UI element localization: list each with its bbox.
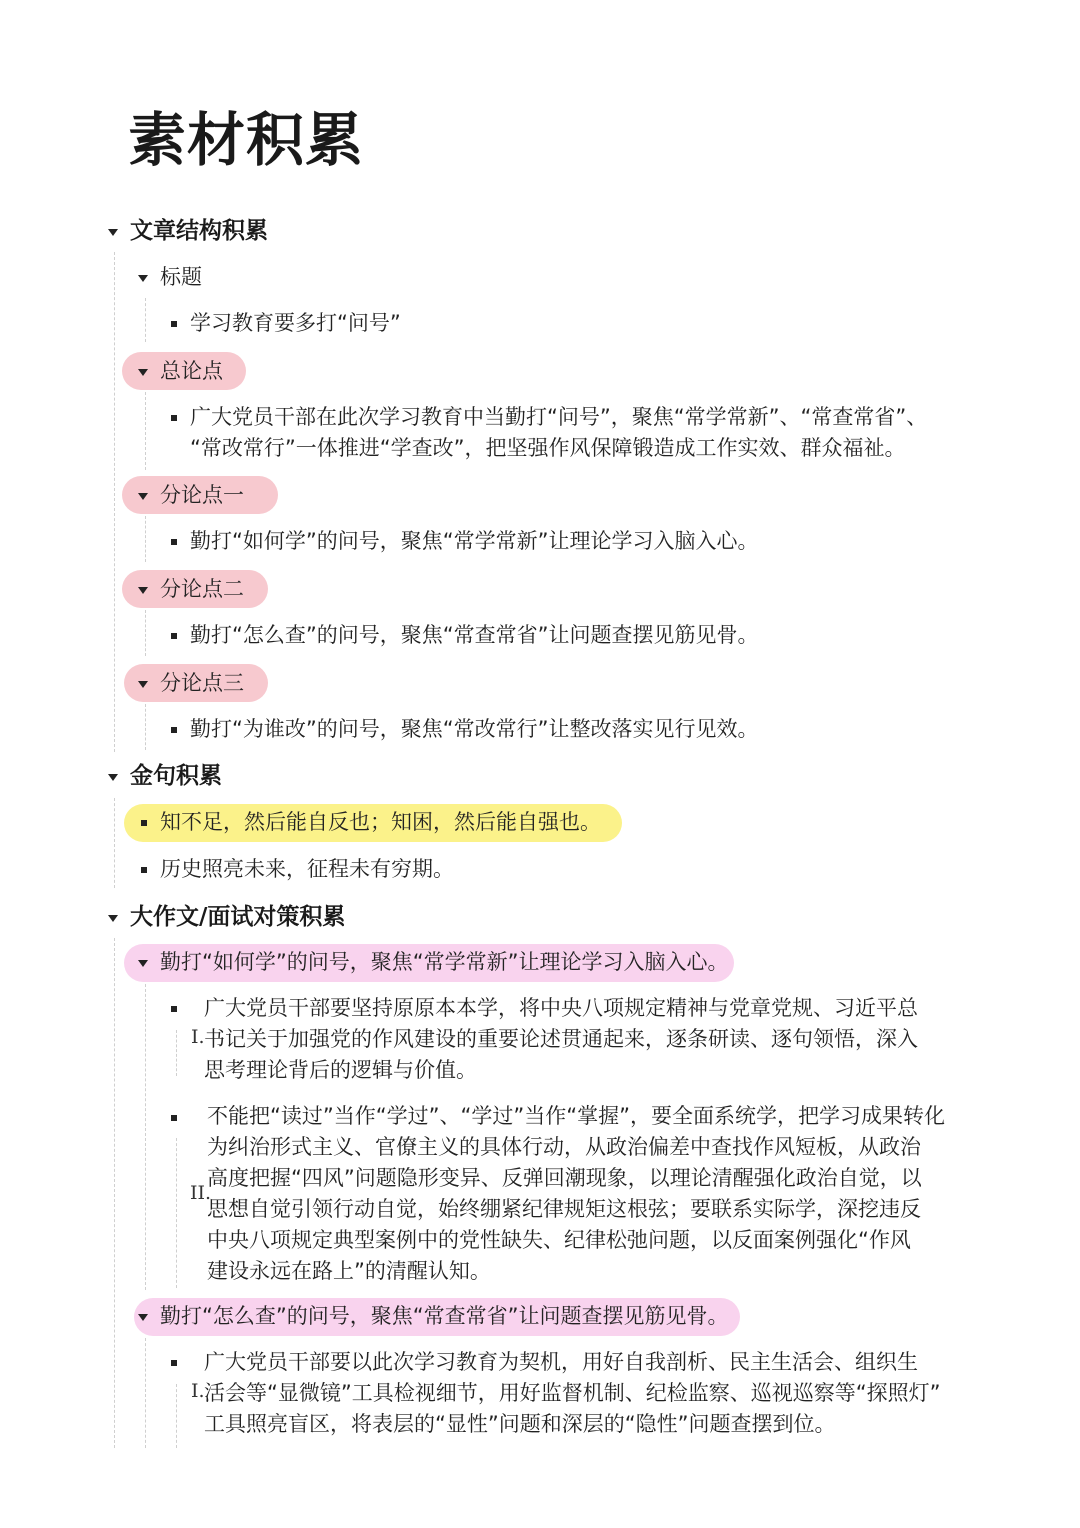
essay-topic-2: 勤打“怎么查”的问号，聚焦“常查常省”让问题查摆见筋见骨。 [160, 1304, 729, 1328]
essay-paragraph [204, 1347, 941, 1440]
node-label-sub2: 分论点二 [160, 577, 244, 601]
node-item-main-point-line1: 广大党员干部在此次学习教育中当勤打“问号”，聚焦“常学常新”、“常查常省”、 [190, 405, 928, 429]
section-heading-structure: 文章结构积累 [130, 218, 268, 244]
collapse-toggle-icon[interactable] [138, 587, 148, 594]
guide-line-sub3 [145, 704, 146, 750]
paragraph-line: 书记关于加强党的作风建设的重要论述贯通起来，逐条研读、逐句领悟，深入 [204, 1027, 918, 1051]
quote-item: 知不足，然后能自反也；知困，然后能自强也。 [160, 810, 601, 834]
bullet-icon [171, 1360, 177, 1366]
guide-line-topic1-items [176, 1030, 177, 1076]
list-number: II. [190, 1182, 212, 1204]
bullet-icon [171, 415, 177, 421]
paragraph-line: 为纠治形式主义、官僚主义的具体行动，从政治偏差中查找作风短板，从政治 [207, 1135, 921, 1159]
guide-line-topic2 [145, 1338, 146, 1448]
paragraph-line: 思考理论背后的逻辑与价值。 [204, 1058, 477, 1082]
paragraph-line: 广大党员干部要坚持原原本本学，将中央八项规定精神与党章党规、习近平总 [204, 996, 918, 1020]
collapse-toggle-icon[interactable] [138, 681, 148, 688]
bullet-icon [171, 1006, 177, 1012]
paragraph-line: 建设永远在路上”的清醒认知。 [207, 1259, 491, 1283]
node-label-main-point: 总论点 [160, 359, 223, 383]
node-label-sub3: 分论点三 [160, 671, 244, 695]
collapse-toggle-icon[interactable] [108, 915, 118, 922]
collapse-toggle-icon[interactable] [138, 275, 148, 282]
bullet-icon [171, 321, 177, 327]
node-item-sub1: 勤打“如何学”的问号，聚焦“常学常新”让理论学习入脑入心。 [190, 529, 759, 553]
collapse-toggle-icon[interactable] [138, 1314, 148, 1321]
bullet-icon [141, 867, 147, 873]
node-label-sub1: 分论点一 [160, 483, 244, 507]
paragraph-line: 高度把握“四风”问题隐形变异、反弹回潮现象，以理论清醒强化政治自觉，以 [207, 1166, 922, 1190]
essay-paragraph [207, 1101, 945, 1287]
paragraph-line: 活会等“显微镜”工具检视细节，用好监督机制、纪检监察、巡视巡察等“探照灯” [204, 1381, 941, 1405]
bullet-icon [171, 1115, 177, 1121]
guide-line-topic2-items [176, 1384, 177, 1448]
guide-line-essay [114, 938, 115, 1448]
list-number: I. [191, 1380, 205, 1402]
collapse-toggle-icon[interactable] [108, 229, 118, 236]
page-title: 素材积累 [128, 106, 365, 174]
node-item-sub2: 勤打“怎么查”的问号，聚焦“常查常省”让问题查摆见筋见骨。 [190, 623, 759, 647]
collapse-toggle-icon[interactable] [138, 493, 148, 500]
guide-line-headline [145, 298, 146, 342]
bullet-icon [171, 539, 177, 545]
essay-topic-1: 勤打“如何学”的问号，聚焦“常学常新”让理论学习入脑入心。 [160, 950, 729, 974]
section-heading-quotes: 金句积累 [130, 763, 222, 789]
node-label-headline: 标题 [160, 265, 202, 289]
node-item-main-point-line2: “常改常行”一体推进“学查改”，把坚强作风保障锻造成工作实效、群众福祉。 [190, 436, 906, 460]
paragraph-line: 广大党员干部要以此次学习教育为契机，用好自我剖析、民主生活会、组织生 [204, 1350, 918, 1374]
paragraph-line: 中央八项规定典型案例中的党性缺失、纪律松弛问题，以反面案例强化“作风 [207, 1228, 911, 1252]
guide-line-sub2 [145, 610, 146, 656]
node-item-sub3: 勤打“为谁改”的问号，聚焦“常改常行”让整改落实见行见效。 [190, 717, 759, 741]
list-number: I. [191, 1026, 205, 1048]
collapse-toggle-icon[interactable] [108, 774, 118, 781]
paragraph-line: 不能把“读过”当作“学过”、“学过”当作“掌握”，要全面系统学，把学习成果转化 [207, 1104, 946, 1128]
essay-paragraph [204, 993, 918, 1086]
collapse-toggle-icon[interactable] [138, 369, 148, 376]
guide-line-structure [114, 252, 115, 752]
collapse-toggle-icon[interactable] [138, 960, 148, 967]
guide-line-quotes [114, 798, 115, 888]
guide-line-topic1 [145, 984, 146, 1290]
guide-line-sub1 [145, 516, 146, 562]
bullet-icon [171, 633, 177, 639]
bullet-icon [141, 820, 147, 826]
section-heading-essay: 大作文/面试对策积累 [130, 904, 346, 930]
paragraph-line: 思想自觉引领行动自觉，始终绷紧纪律规矩这根弦；要联系实际学，深挖违反 [207, 1197, 921, 1221]
quote-item: 历史照亮未来，征程未有穷期。 [160, 857, 454, 881]
bullet-icon [171, 727, 177, 733]
node-item-headline: 学习教育要多打“问号” [190, 311, 401, 335]
guide-line-main-point [145, 392, 146, 470]
guide-line-topic1-items2 [176, 1138, 177, 1288]
paragraph-line: 工具照亮盲区，将表层的“显性”问题和深层的“隐性”问题查摆到位。 [204, 1412, 836, 1436]
